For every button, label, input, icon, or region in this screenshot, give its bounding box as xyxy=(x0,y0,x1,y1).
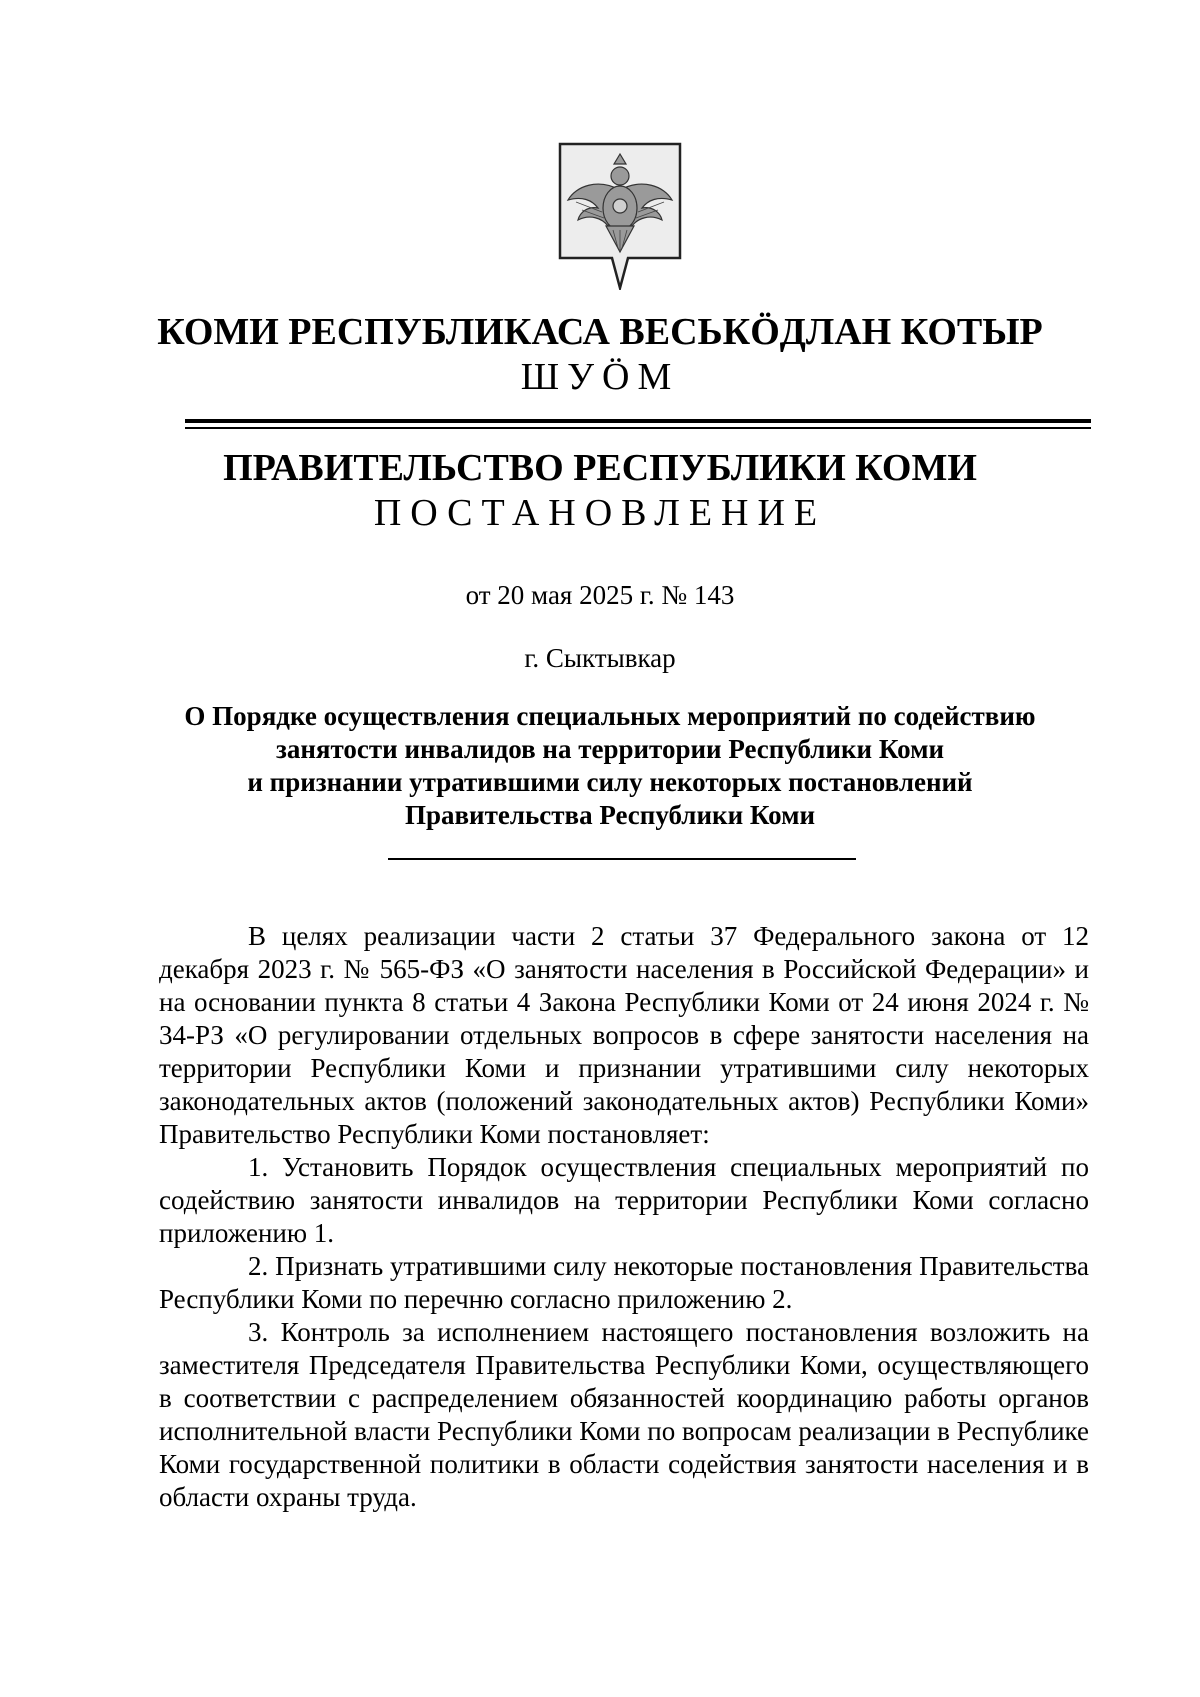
coat-of-arms-emblem xyxy=(558,142,682,290)
document-city: г. Сыктывкар xyxy=(524,643,676,673)
komi-document-type: ШУӦМ xyxy=(520,356,680,398)
clause-1-paragraph: 1. Установить Порядок осуществления специальных мероприятий по содействию занятости инвалидов на территории Республики Коми согласно приложению 1. xyxy=(159,1152,1089,1248)
subject-line: занятости инвалидов на территории Республики Коми xyxy=(275,734,945,764)
document-subject xyxy=(160,700,1060,832)
subject-line: Правительства Республики Коми xyxy=(404,800,816,830)
header-divider-thick xyxy=(185,419,1091,423)
subject-line: и признании утратившими силу некоторых постановлений xyxy=(247,767,973,797)
clause-2-paragraph: 2. Признать утратившими силу некоторые постановления Правительства Республики Коми по перечню согласно приложению 2. xyxy=(159,1251,1089,1314)
subject-line: О Порядке осуществления специальных мероприятий по содействию xyxy=(184,701,1036,731)
document-body xyxy=(159,920,1089,1514)
komi-government-title: КОМИ РЕСПУБЛИКАСА ВЕСЬКӦДЛАН КОТЫР xyxy=(157,311,1043,353)
preamble-paragraph: В целях реализации части 2 статьи 37 Федерального закона от 12 декабря 2023 г. № 565-ФЗ «О занятости населения в Российской Федерации» и на основании пункта 8 статьи 4 Закона Республики Коми от 24 июня 2024 г. № 34-РЗ «О регулировании отдельных вопросов в сфере занятости населения на территории Республики Коми и признании утратившими силу некоторых законодательных актов (положений законодательных актов) Республики Коми» Правительство Республики Коми постановляет: xyxy=(159,921,1089,1149)
subject-underline xyxy=(388,858,856,860)
russian-government-title: ПРАВИТЕЛЬСТВО РЕСПУБЛИКИ КОМИ xyxy=(223,447,977,489)
document-date-number: от 20 мая 2025 г. № 143 xyxy=(465,580,735,610)
russian-document-type: ПОСТАНОВЛЕНИЕ xyxy=(373,492,827,534)
clause-3-paragraph: 3. Контроль за исполнением настоящего постановления возложить на заместителя Председателя Правительства Республики Коми, осуществляющего в соответствии с распределением обязанностей координацию работы органов исполнительной власти Республики Коми по вопросам реализации в Республике Коми государственной политики в области содействия занятости населения и в области охраны труда. xyxy=(159,1317,1089,1512)
header-divider-thin xyxy=(185,427,1091,429)
